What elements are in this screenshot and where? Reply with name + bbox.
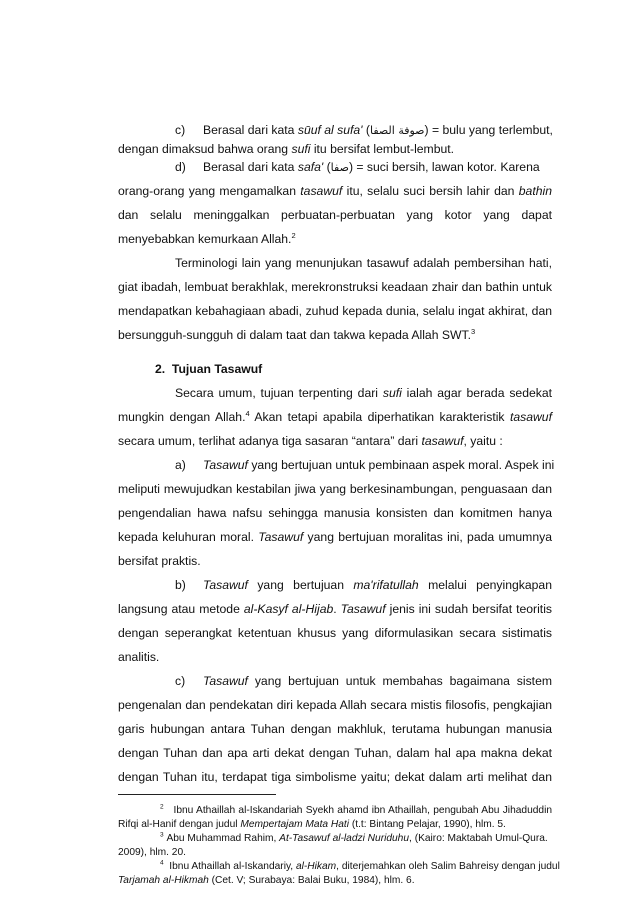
item-b-line-2: langsung atau metode al-Kasyf al-Hijab. Tasawuf jenis ini sudah bersifat teoritis bbox=[118, 602, 552, 616]
terminology-line-1: Terminologi lain yang menunjukan tasawuf adalah pembersihan hati, bbox=[175, 256, 552, 270]
footnote-2-line-2: Rifqi al-Hanif dengan judul Mempertajam Mata Hati (t.t: Bintang Pelajar, 1990), hlm. 5. bbox=[118, 819, 506, 830]
item-a-line-3: pengendalian hawa nafsu sehingga manusia konsisten dan komitmen hanya bbox=[118, 506, 552, 520]
footnote-4-line-2: Tarjamah al-Hikmah (Cet. V; Surabaya: Balai Buku, 1984), hlm. 6. bbox=[118, 875, 415, 886]
footnote-ref-4[interactable]: 4 bbox=[245, 408, 250, 418]
item-d-line-3: dan selalu meninggalkan perbuatan-perbuatan yang kotor yang dapat bbox=[118, 208, 552, 222]
tujuan-line-3: secara umum, terlihat adanya tiga sasaran “antara” dari tasawuf, yaitu : bbox=[118, 434, 503, 448]
item-d-line-2: orang-orang yang mengamalkan tasawuf itu, selalu suci bersih lahir dan bathin bbox=[118, 184, 552, 198]
tujuan-line-1: Secara umum, tujuan terpenting dari sufi ialah agar berada sedekat bbox=[175, 386, 553, 400]
terminology-line-3: mendapatkan kebahagiaan abadi, zuhud kepada dunia, selalu ingat akhirat, dan bbox=[118, 304, 552, 318]
item-d-line-1: d) Berasal dari kata safa' (صفا) = suci bersih, lawan kotor. Karena bbox=[175, 160, 540, 174]
item-c-line-1: c) Berasal dari kata sūuf al sufa' (صوفة الصفا) = bulu yang terlembut, bbox=[175, 123, 553, 137]
item-b-line-4: analitis. bbox=[118, 650, 160, 664]
item-c-line-2: dengan dimaksud bahwa orang sufi itu bersifat lembut-lembut. bbox=[118, 142, 455, 156]
footnote-ref-2[interactable]: 2 bbox=[291, 230, 296, 240]
item-c2-line-4: dengan Tuhan dan apa arti dekat dengan Tuhan, dalam hal apa makna dekat bbox=[118, 746, 552, 760]
arabic-term-c: صوفة الصفا bbox=[369, 124, 425, 137]
item-a-marker: a) bbox=[175, 458, 186, 472]
terminology-line-4: bersungguh-sungguh di dalam taat dan takwa kepada Allah SWT.$^3$ bbox=[118, 326, 476, 342]
term-safa: safa' bbox=[297, 160, 324, 174]
item-b-marker: b) bbox=[175, 578, 186, 592]
item-d-marker: d) bbox=[175, 160, 186, 174]
item-c2-line-5: dengan Tuhan itu, terdapat tiga simbolisme yaitu; dekat dalam arti melihat dan bbox=[118, 770, 552, 784]
footnote-3-line-2: 2009), hlm. 20. bbox=[118, 847, 186, 858]
term-suuf-al-sufa: sūuf al sufa' bbox=[297, 123, 363, 137]
item-c2-line-2: pengenalan dan pendekatan diri kepada Allah secara mistis filosofis, pengkajian bbox=[118, 698, 552, 712]
item-a-line-2: meliputi mewujudkan kestabilan jiwa yang berkesinambungan, penguasaan dan bbox=[118, 482, 552, 496]
item-d-line-4: menyebabkan kemurkaan Allah.$^2$ bbox=[118, 230, 296, 246]
footnote-2-number: 2 bbox=[160, 803, 164, 811]
tujuan-line-2: mungkin dengan Allah.$^4$ Akan tetapi apabila diperhatikan karakteristik tasawuf bbox=[118, 408, 552, 424]
footnote-4-line-1: $^4$ Ibnu Athaillah al-Iskandariy, al-Hikam, diterjemahkan oleh Salim Bahreisy dengan judul bbox=[160, 859, 560, 872]
item-b-line-1: b) Tasawuf yang bertujuan ma'rifatullah melalui penyingkapan bbox=[175, 578, 552, 592]
item-b-line-3: dengan seperangkat ketentuan khusus yang diformulasikan secara sistimatis bbox=[118, 626, 552, 640]
item-a-line-5: bersifat praktis. bbox=[118, 554, 201, 568]
footnote-2-line-1: $^2$ Ibnu Athaillah al-Iskandariah Syekh ahamd ibn Athaillah, pengubah Abu Jihaduddin bbox=[160, 803, 552, 816]
item-c2-line-1: c) Tasawuf yang bertujuan untuk membahas bagaimana sistem bbox=[175, 674, 552, 688]
item-c2-line-3: garis hubungan antara Tuhan dengan makhluk, terutama hubungan manusia bbox=[118, 722, 552, 736]
footnote-3-number: 3 bbox=[160, 831, 164, 839]
terminology-line-2: giat ibadah, lembuat berakhlak, merekronstruksi keadaan zhair dan bathin untuk bbox=[118, 280, 552, 294]
item-a-line-1: a) Tasawuf yang bertujuan untuk pembinaan aspek moral. Aspek ini bbox=[175, 458, 555, 472]
item-a-line-4: kepada keluhuran moral. Tasawuf yang bertujuan moralitas ini, pada umumnya bbox=[118, 530, 552, 544]
footnote-ref-3[interactable]: 3 bbox=[471, 326, 476, 336]
footnote-4-number: 4 bbox=[160, 859, 164, 867]
item-c-marker: c) bbox=[175, 123, 186, 137]
footnote-separator bbox=[118, 794, 276, 795]
section-heading: 2. Tujuan Tasawuf bbox=[155, 362, 263, 376]
arabic-term-d: صفا bbox=[330, 161, 349, 174]
item-c2-marker: c) bbox=[175, 674, 186, 688]
footnote-3-line-1: $^3$ Abu Muhammad Rahim, At-Tasawuf al-ladzi Nuriduhu, (Kairo: Maktabah Umul-Qura. bbox=[160, 831, 548, 844]
